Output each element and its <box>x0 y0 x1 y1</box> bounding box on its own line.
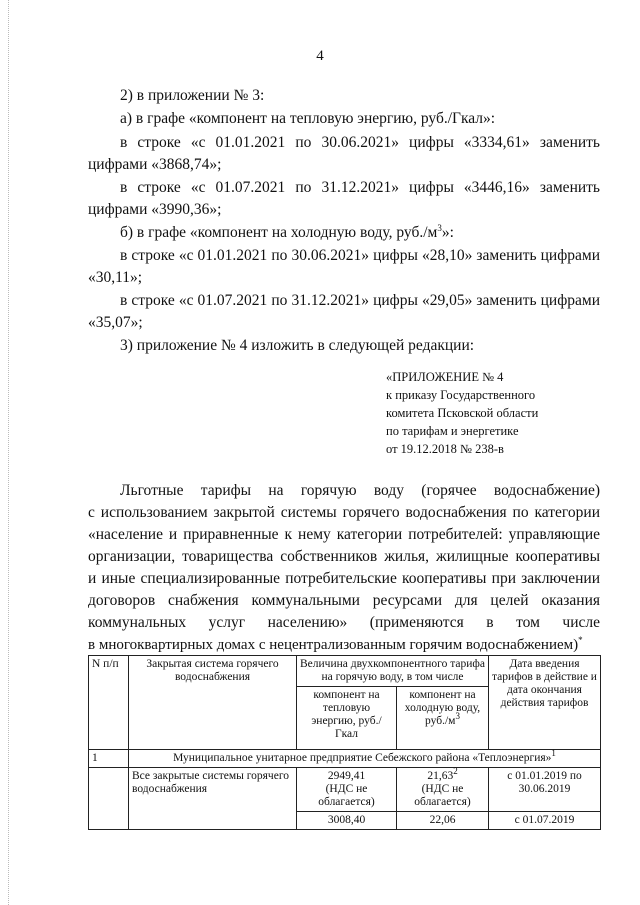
footnote-mark: 1 <box>551 748 556 759</box>
text-fragment: компонент на холодную воду, руб./м <box>404 689 481 727</box>
text-line: в строке «с 01.07.2021 по 31.12.2021» цифры «29,05» заменить цифрами <box>120 292 600 309</box>
header-cell-heat: компонент на тепловую энергию, руб./Гкал <box>297 687 397 750</box>
cell-heat: 3008,40 <box>297 812 397 830</box>
text-fragment: Муниципальное унитарное предприятие Себежского района «Теплоэнергия» <box>173 752 552 764</box>
value-wrap <box>400 766 485 783</box>
cell-empty <box>89 768 129 830</box>
cell-system: Все закрытые системы горячего водоснабжения <box>129 768 297 830</box>
table-row <box>89 768 601 812</box>
intro-line <box>88 634 600 656</box>
text-line: в строке «с 01.01.2021 по 30.06.2021» цифры «3334,61» заменить <box>120 134 600 151</box>
cell-date: с 01.01.2019 по 30.06.2019 <box>489 768 601 812</box>
appendix-line: комитета Псковской области <box>386 406 539 420</box>
intro-line: организации, товарищества собственников жилья, жилищные кооперативы <box>88 548 600 565</box>
text-line: 2) в приложении № 3: <box>120 87 265 104</box>
text-fragment: в многоквартирных домах с нецентрализованным горячим водоснабжением) <box>88 637 579 653</box>
intro-line: Льготные тарифы на горячую воду (горячее водоснабжение) <box>120 482 600 499</box>
intro-line: «население и приравненные к нему категории потребителей: управляющие <box>88 526 600 543</box>
text-line: 3) приложение № 4 изложить в следующей редакции: <box>120 337 475 354</box>
header-cell-number: N п/п <box>89 656 129 750</box>
text-line: «35,07»; <box>88 314 143 331</box>
cell-cold: 22,06 <box>397 812 489 830</box>
header-cell-tariff: Величина двухкомпонентного тарифа на горячую воду, в том числе <box>297 656 489 687</box>
cell-organization <box>129 750 601 768</box>
header-cell-cold <box>397 687 489 750</box>
value: 21,63 <box>427 770 454 782</box>
table-row <box>89 750 601 768</box>
appendix-line: к приказу Государственного <box>386 388 536 402</box>
cell-cold <box>397 768 489 812</box>
appendix-line: по тарифам и энергетике <box>386 424 519 438</box>
text-line <box>120 223 454 243</box>
cell-number: 1 <box>89 750 129 768</box>
text-line: «30,11»; <box>88 269 143 286</box>
text-fragment: »: <box>441 224 454 241</box>
footnote-mark: 2 <box>453 766 458 777</box>
intro-line: договоров снабжения коммунальными ресурсами для целей оказания <box>88 592 600 609</box>
intro-line: и иные специализированные потребительские кооперативы при заключении <box>88 570 600 587</box>
cell-heat <box>297 768 397 812</box>
appendix-line: от 19.12.2018 № 238-в <box>386 442 504 456</box>
text-line: в строке «с 01.01.2021 по 30.06.2021» цифры «28,10» заменить цифрами <box>120 247 600 264</box>
scan-edge <box>0 0 9 905</box>
appendix-header <box>386 368 538 458</box>
tariff-table <box>88 655 601 830</box>
text-line: цифрами «3990,36»; <box>88 201 222 218</box>
header-cell-system: Закрытая система горячего водоснабжения <box>129 656 297 750</box>
vat-note: (НДС не облагается) <box>318 783 375 808</box>
intro-line: коммунальных услуг населению» (применяются в том числе <box>88 614 600 631</box>
intro-line: с использованием закрытой системы горячего водоснабжения по категории <box>88 504 600 521</box>
page-number: 4 <box>316 48 324 64</box>
superscript: 3 <box>437 222 442 233</box>
table-header-row <box>89 656 601 687</box>
text-line: а) в графе «компонент на тепловую энергию, руб./Гкал»: <box>120 110 496 127</box>
text-line: цифрами «3868,74»; <box>88 156 222 173</box>
superscript: 3 <box>455 711 460 722</box>
vat-note: (НДС не облагается) <box>414 783 471 808</box>
footnote-mark: * <box>578 635 583 645</box>
cell-date: с 01.07.2019 <box>489 812 601 830</box>
text-fragment: б) в графе «компонент на холодную воду, руб./м <box>120 224 438 241</box>
text-line: в строке «с 01.07.2021 по 31.12.2021» цифры «3446,16» заменить <box>120 179 600 196</box>
header-cell-dates: Дата введения тарифов в действие и дата окончания действия тарифов <box>489 656 601 750</box>
appendix-line: «ПРИЛОЖЕНИЕ № 4 <box>386 370 504 384</box>
value: 2949,41 <box>327 770 366 782</box>
tariff-intro <box>88 480 600 656</box>
